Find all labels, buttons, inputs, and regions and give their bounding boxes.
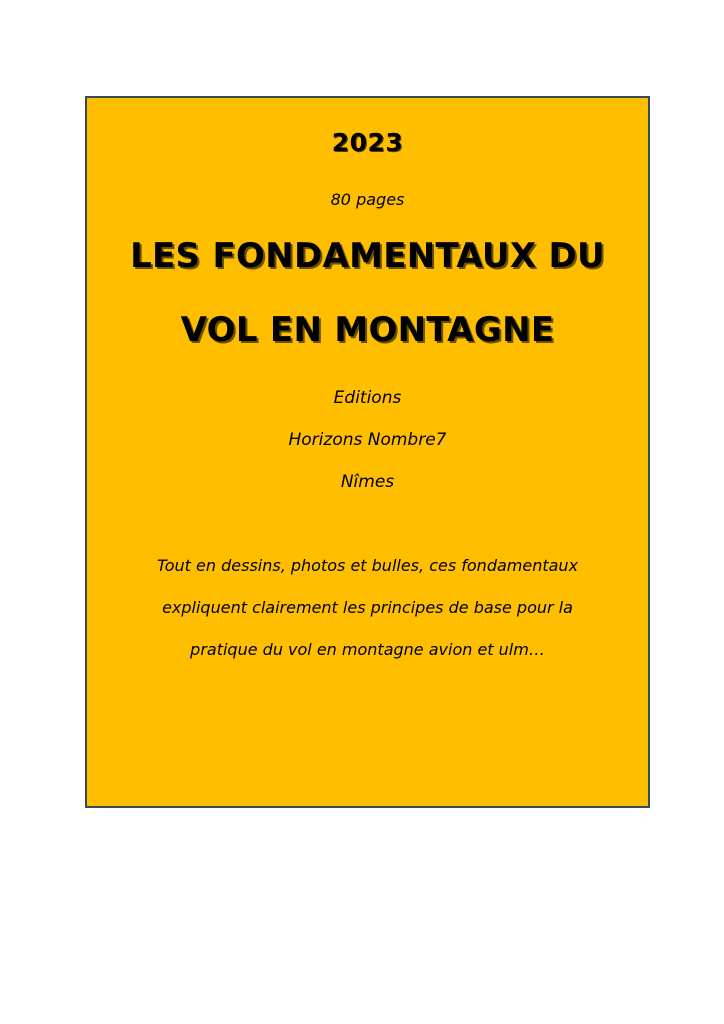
- description-line-3: pratique du vol en montagne avion et ulm…: [190, 640, 545, 659]
- cover-page-count: 80 pages: [330, 190, 405, 209]
- publisher-label: Editions: [333, 388, 402, 408]
- description-line-1: Tout en dessins, photos et bulles, ces fondamentaux: [156, 556, 579, 575]
- publisher-name: Horizons Nombre7: [288, 430, 447, 450]
- publisher-city: Nîmes: [340, 472, 395, 492]
- book-cover: [85, 96, 650, 808]
- cover-year: 2023: [331, 128, 404, 157]
- cover-title-line-1: LES FONDAMENTAUX DU: [130, 236, 605, 276]
- description-line-2: expliquent clairement les principes de base pour la: [162, 598, 573, 617]
- cover-title-line-2: VOL EN MONTAGNE: [180, 310, 555, 350]
